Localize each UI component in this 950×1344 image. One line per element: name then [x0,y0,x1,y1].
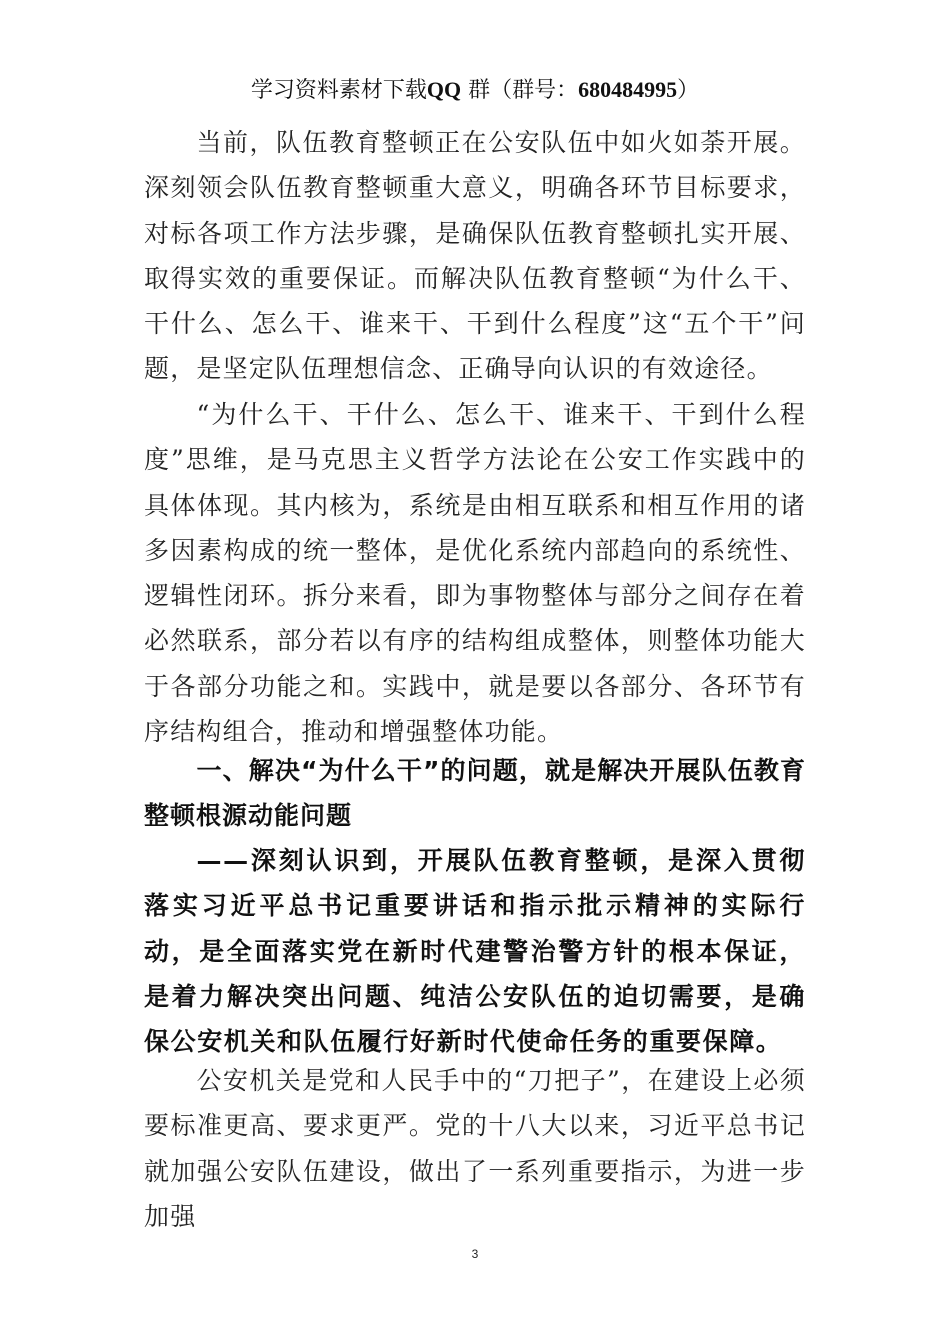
section-heading: 一、解决“为什么干”的问题，就是解决开展队伍教育整顿根源动能问题 [144,756,806,831]
paragraph-thinking: “为什么干、干什么、怎么干、谁来干、干到什么程度”思维，是马克思主义哲学方法论在公安工作实践中的具体体现。其内核为，系统是由相互联系和相互作用的诸多因素构成的统一整体，是优化系统内部趋向的系统性、逻辑性闭环。拆分来看，即为事物整体与部分之间存在着必然联系，部分若以有序的结构组成整体，则整体功能大于各部分功能之和。实践中，就是要以各部分、各环节有序结构组合，推动和增强整体功能。 [144,400,806,747]
paragraph-intro: 当前，队伍教育整顿正在公安队伍中如火如荼开展。深刻领会队伍教育整顿重大意义，明确各环节目标要求，对标各项工作方法步骤，是确保队伍教育整顿扎实开展、取得实效的重要保证。而解决队伍教育整顿“为什么干、干什么、怎么干、谁来干、干到什么程度”这“五个干”问题，是坚定队伍理想信念、正确导向认识的有效途径。 [144,128,806,384]
header-group-number: 680484995 [578,77,678,102]
section-subheading: ——深刻认识到，开展队伍教育整顿，是深入贯彻落实习近平总书记重要讲话和指示批示精神的实际行动，是全面落实党在新时代建警治警方针的根本保证，是着力解决突出问题、纯洁公安队伍的迫切需要，是确保公安机关和队伍履行好新时代使命任务的重要保障。 [144,846,806,1057]
header-prefix: 学习资料素材下载 [250,78,427,103]
paragraph-police: 公安机关是党和人民手中的“刀把子”，在建设上必须要标准更高、要求更严。党的十八大以来，习近平总书记就加强公安队伍建设，做出了一系列重要指示，为进一步加强 [144,1066,806,1231]
page-number: 3 [471,1247,479,1261]
download-header [0,74,950,107]
header-group-close: ） [677,78,700,103]
header-qq: QQ [426,77,462,102]
header-group-open: 群（群号： [461,78,579,103]
